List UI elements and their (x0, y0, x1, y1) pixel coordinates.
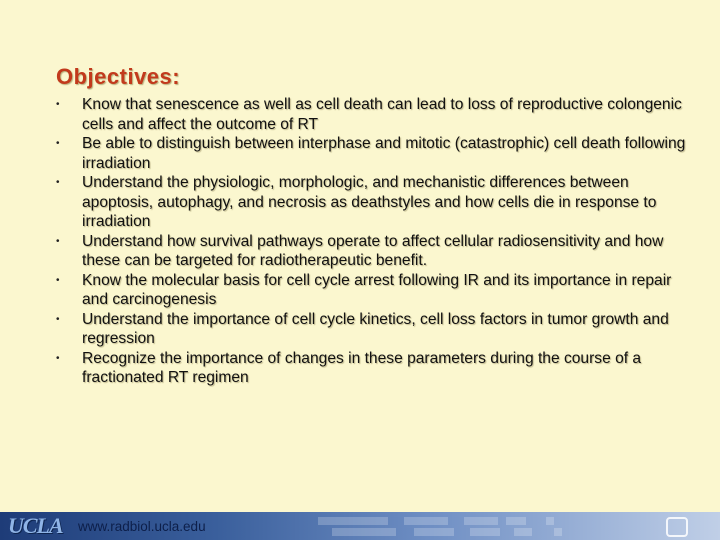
list-item (56, 271, 696, 310)
list-item-text: Know that senescence as well as cell death can lead to loss of reproductive colongenic cells and affect the outcome of RT (82, 96, 682, 133)
list-item (56, 310, 696, 349)
list-item (56, 232, 696, 271)
rounded-square-icon (666, 517, 688, 537)
list-item-text: Know the molecular basis for cell cycle arrest following IR and its importance in repair and carcinogenesis (82, 271, 672, 308)
bullet-icon: • (56, 138, 60, 149)
list-item-text: Understand the importance of cell cycle kinetics, cell loss factors in tumor growth and regression (82, 310, 669, 347)
list-item-text: Understand how survival pathways operate to affect cellular radiosensitivity and how these can be targeted for radiotherapeutic benefit. (82, 232, 664, 269)
list-item-text: Be able to distinguish between interphase and mitotic (catastrophic) cell death following irradiation (82, 135, 686, 172)
bullet-icon: • (56, 99, 60, 110)
list-item (56, 95, 696, 134)
bullet-icon: • (56, 352, 60, 364)
bullet-icon: • (56, 235, 60, 247)
list-item (56, 173, 696, 232)
footer-bar (0, 512, 720, 540)
ucla-logo: UCLA (8, 513, 63, 538)
bullet-icon: • (56, 274, 60, 286)
slide-title: Objectives: (56, 64, 181, 89)
list-item (56, 134, 696, 173)
bullet-icon: • (56, 177, 60, 188)
objectives-list (56, 95, 696, 388)
list-item (56, 349, 696, 388)
footer-decorative-pattern (318, 515, 678, 537)
bullet-icon: • (56, 313, 60, 325)
list-item-text: Understand the physiologic, morphologic, and mechanistic differences between apoptosis, autophagy, and necrosis as deathstyles and how cells die in response to irradiation (82, 174, 657, 230)
footer-url-link[interactable]: www.radbiol.ucla.edu (78, 519, 206, 534)
list-item-text: Recognize the importance of changes in these parameters during the course of a fractionated RT regimen (82, 349, 642, 386)
